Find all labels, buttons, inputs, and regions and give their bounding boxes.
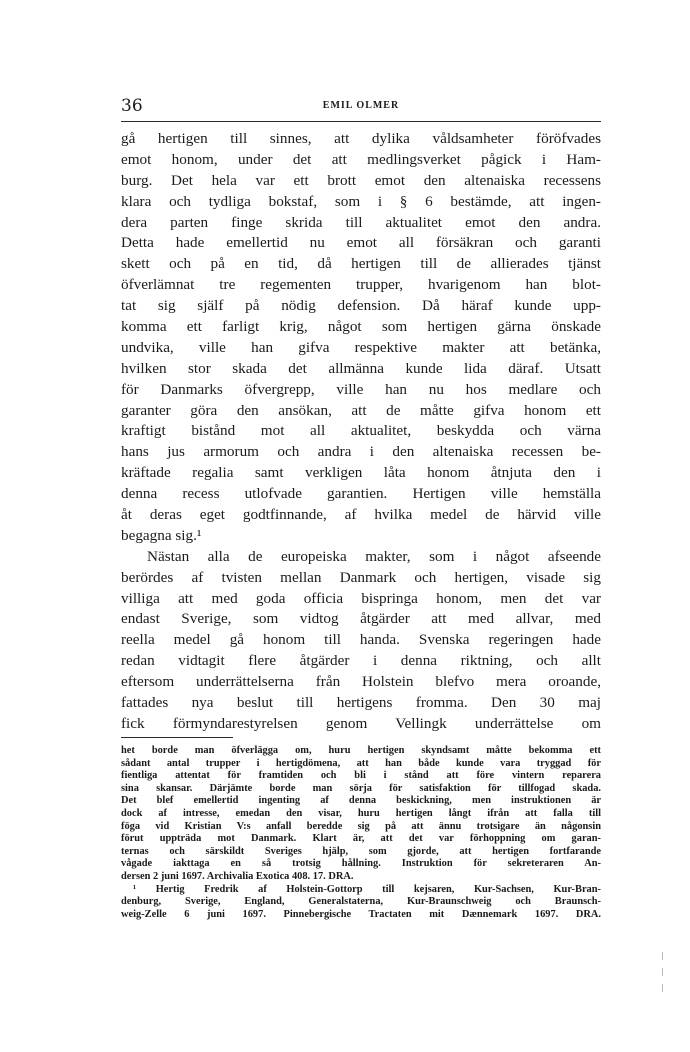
body-line: emot honom, under det att medlingsverket pågick i Ham- bbox=[121, 150, 601, 168]
footnotes bbox=[121, 745, 601, 921]
body-line: komma ett farligt krig, något som hertigen gärna önskade bbox=[121, 318, 601, 336]
body-line: fick förmyndarestyrelsen genom Vellingk underrättelse om bbox=[121, 714, 601, 732]
footnote-rule bbox=[121, 737, 233, 738]
footnote-line: vågade iakttaga en så trotsig hållning. Instruktion för sekreteraren An- bbox=[121, 858, 601, 870]
body-line: Detta hade emellertid nu emot all försäkran och garanti bbox=[121, 234, 601, 252]
body-line: skett och på en tid, då hertigen till de allierades tjänst bbox=[121, 255, 601, 273]
body-line: tat sig själf på nödig defension. Då häraf kunde upp- bbox=[121, 297, 601, 315]
body-line: eftersom underrättelserna från Holstein blefvo mera oroande, bbox=[121, 673, 601, 691]
footnote-line: dock af intresse, emedan den visar, huru hertigen långt ifrån att falla till bbox=[121, 807, 601, 819]
body-text bbox=[121, 129, 601, 735]
body-line: kräftade regalia samt verkligen låta honom åtnjuta den i bbox=[121, 464, 601, 482]
footnote-line: Det blef emellertid ingenting af denna beskickning, men instruktionen är bbox=[121, 795, 601, 807]
body-line: berördes af tvisten mellan Danmark och hertigen, visade sig bbox=[121, 568, 601, 586]
footnote-line: fientliga attentat för framtiden och bli i stånd att före vintern reparera bbox=[121, 770, 601, 782]
margin-mark bbox=[662, 952, 663, 960]
page-header bbox=[121, 96, 601, 118]
body-line: redan vidtagit flere åtgärder i denna riktning, och allt bbox=[121, 652, 601, 670]
body-line: för Danmarks öfvergrepp, ville han nu hos medlare och bbox=[121, 380, 601, 398]
footnote-line: föga vid Kristian V:s anfall beredde sig på att ännu trotsigare än någonsin bbox=[121, 820, 601, 832]
footnote-line: förut uppträda mot Danmark. Klart är, att det var förhoppning om garan- bbox=[121, 833, 601, 845]
footnote-line: sådant antal trupper i hertigdömena, att han både kunde vara tryggad för bbox=[121, 757, 601, 769]
footnote-line: sina skansar. Därjämte borde man sörja för satisfaktion för tillfogad skada. bbox=[121, 782, 601, 794]
footnote-line: dersen 2 juni 1697. Archivalia Exotica 408. 17. DRA. bbox=[121, 870, 354, 882]
body-line: hans jus armorum och andra i den altenaiska recessen be- bbox=[121, 443, 601, 461]
body-line: klara och tydliga bokstaf, som i § 6 bestämde, att ingen- bbox=[121, 192, 601, 210]
body-line: begagna sig.¹ bbox=[121, 526, 202, 544]
body-line: denna recess utlofvade garantien. Hertigen ville hemställa bbox=[121, 485, 601, 503]
footnote-line: het borde man öfverlägga om, huru hertigen skyndsamt måtte bekomma ett bbox=[121, 745, 601, 756]
body-line: åt deras eget godtfinnande, af hvilka medel de härvid ville bbox=[121, 506, 601, 524]
header-rule bbox=[121, 121, 601, 122]
page-number: 36 bbox=[121, 96, 143, 116]
running-head: EMIL OLMER bbox=[322, 100, 400, 111]
body-line: villiga att med goda officia bispringa honom, men det var bbox=[121, 589, 601, 607]
body-line: fattades nya beslut till hertigens fromma. Den 30 maj bbox=[121, 694, 601, 712]
body-line: dera parten finge skrida till aktualitet emot den andra. bbox=[121, 213, 601, 231]
footnote-line: denburg, Sverige, England, Generalstaterna, Kur-Braunschweig och Braunsch- bbox=[121, 896, 601, 908]
body-line: garanter göra den ansökan, att de måtte gifva honom ett bbox=[121, 401, 601, 419]
margin-mark bbox=[662, 968, 663, 976]
body-line: reella medel gå honom till handa. Svenska regeringen hade bbox=[121, 631, 601, 649]
body-line: hvilken stor skada det allmänna kunde lida däraf. Utsatt bbox=[121, 359, 601, 377]
footnote-line: ternas och särskildt Sveriges hjälp, som gjorde, att hertigen fortfarande bbox=[121, 845, 601, 857]
margin-mark bbox=[662, 984, 663, 992]
body-line: kraftigt bistånd mot all aktualitet, beskydda och värna bbox=[121, 422, 601, 440]
body-line: öfverlämnat tre regementen trupper, hvarigenom han blot- bbox=[121, 276, 601, 294]
body-line: burg. Det hela var ett brott emot den altenaiska recessens bbox=[121, 171, 601, 189]
body-line: gå hertigen till sinnes, att dylika våldsamheter föröfvades bbox=[121, 130, 601, 147]
body-line: Nästan alla de europeiska makter, som i något afseende bbox=[147, 547, 601, 565]
body-line: endast Sverige, som vidtog åtgärder att med allvar, med bbox=[121, 610, 601, 628]
footnote-line: ¹ Hertig Fredrik af Holstein-Gottorp till kejsaren, Kur-Sachsen, Kur-Bran- bbox=[133, 883, 601, 895]
body-line: undvika, ville han gifva respektive makter att betänka, bbox=[121, 338, 601, 356]
footnote-line: weig-Zelle 6 juni 1697. Pinnebergische Tractaten mit Dænnemark 1697. DRA. bbox=[121, 908, 601, 920]
